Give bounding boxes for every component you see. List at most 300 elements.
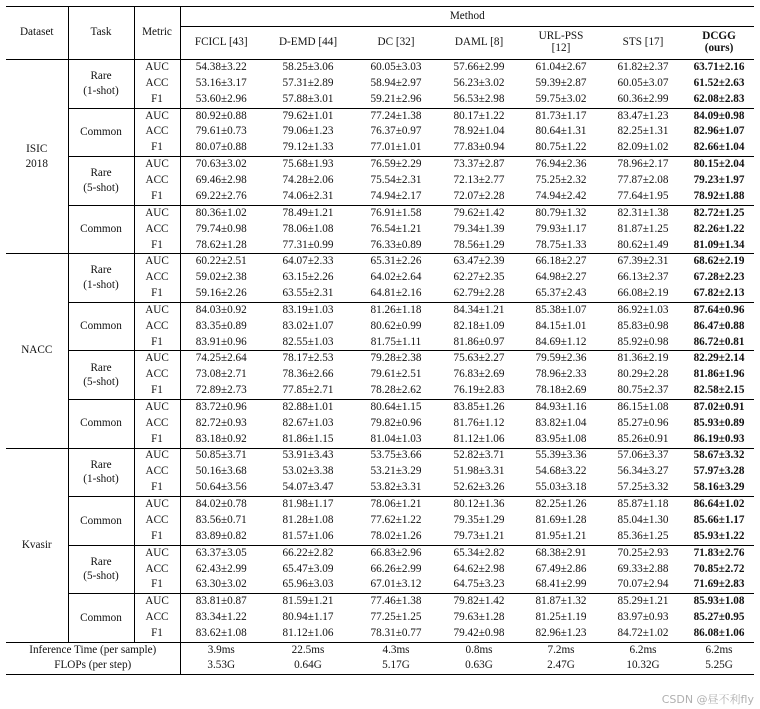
value-cell: 81.86±1.96 [693,368,745,381]
value-cell: 84.34±1.21 [438,302,520,318]
value-cell: 79.28±2.38 [354,351,438,367]
metric-cell: F1 [134,189,180,205]
metric-cell: AUC [134,351,180,367]
value-cell: 81.87±1.32 [520,594,602,610]
metric-cell: ACC [134,513,180,529]
value-cell: 59.21±2.96 [370,92,422,105]
value-cell: 65.96±3.03 [282,578,334,591]
value-cell: 85.27±0.96 [617,416,669,429]
value-cell: 73.37±2.87 [438,157,520,173]
method-name: URL-PSS [538,30,584,43]
value-cell: 55.39±3.36 [520,448,602,464]
value-cell: 85.93±1.22 [693,529,745,542]
footer-value: 5.17G [354,658,438,674]
value-cell: 83.19±1.03 [262,302,354,318]
footer-value: 10.32G [602,658,684,674]
metric-cell: ACC [134,124,180,140]
value-cell: 83.97±0.93 [617,611,669,624]
value-cell: 81.76±1.12 [453,416,505,429]
metric-cell: F1 [134,238,180,254]
value-cell: 81.25±1.19 [535,611,587,624]
footer-value: 6.2ms [602,642,684,658]
value-cell: 81.12±1.06 [453,432,505,445]
value-cell: 63.37±3.05 [180,545,262,561]
table-row [6,205,754,221]
value-cell: 81.69±1.28 [535,513,587,526]
value-cell: 50.85±3.71 [180,448,262,464]
value-cell: 66.26±2.99 [370,562,422,575]
value-cell: 86.72±0.81 [693,335,745,348]
value-cell: 81.86±1.15 [282,432,334,445]
value-cell: 77.83±0.94 [453,141,505,154]
value-cell: 69.33±2.88 [617,562,669,575]
value-cell: 67.28±2.23 [693,271,745,284]
method-name: DCGG [702,30,736,43]
value-cell: 81.87±1.25 [617,222,669,235]
footer-value: 0.64G [262,658,354,674]
value-cell: 78.28±2.62 [370,384,422,397]
metric-cell: ACC [134,173,180,189]
value-cell: 76.54±1.21 [370,222,422,235]
value-cell: 79.82±1.42 [438,594,520,610]
value-cell: 85.93±1.08 [684,594,754,610]
value-cell: 82.26±1.22 [693,222,745,235]
header-task: Task [68,7,134,60]
value-cell: 83.91±0.96 [180,335,262,351]
value-cell: 79.63±1.28 [453,611,505,624]
metric-cell: F1 [134,529,180,545]
value-cell: 85.87±1.18 [602,497,684,513]
value-cell: 77.64±1.95 [617,189,669,202]
value-cell: 81.36±2.19 [602,351,684,367]
table-row [6,448,754,464]
value-cell: 78.36±2.66 [282,368,334,381]
value-cell: 78.56±1.29 [453,238,505,251]
value-cell: 75.25±2.32 [535,174,587,187]
value-cell: 80.79±1.32 [520,205,602,221]
footer-value: 0.8ms [438,642,520,658]
value-cell: 83.95±1.08 [535,432,587,445]
metric-cell: AUC [134,448,180,464]
method-header-3 [438,27,520,60]
value-cell: 64.07±2.33 [262,254,354,270]
value-cell: 53.02±3.38 [282,465,334,478]
value-cell: 87.64±0.96 [684,302,754,318]
value-cell: 66.08±2.19 [617,287,669,300]
value-cell: 76.91±1.58 [354,205,438,221]
value-cell: 79.42±0.98 [453,627,505,640]
value-cell: 77.25±1.25 [370,611,422,624]
metric-cell: F1 [134,140,180,156]
value-cell: 81.73±1.17 [520,108,602,124]
value-cell: 78.17±2.53 [262,351,354,367]
value-cell: 59.16±2.26 [180,286,262,302]
value-cell: 58.94±2.97 [370,76,422,89]
metric-cell: F1 [134,626,180,642]
method-header-0 [180,27,262,60]
value-cell: 81.86±0.97 [453,335,505,348]
value-cell: 62.43±2.99 [180,561,262,577]
task-cell: Common [68,497,134,546]
value-cell: 62.27±2.35 [453,271,505,284]
value-cell: 84.02±0.78 [180,497,262,513]
footer-value: 5.25G [684,658,754,674]
value-cell: 65.34±2.82 [438,545,520,561]
value-cell: 84.09±0.98 [684,108,754,124]
value-cell: 85.83±0.98 [617,319,669,332]
value-cell: 83.89±0.82 [180,529,262,545]
footer-row [6,642,754,658]
metric-cell: AUC [134,60,180,76]
value-cell: 67.49±2.86 [535,562,587,575]
value-cell: 60.05±3.07 [617,76,669,89]
value-cell: 79.62±1.01 [262,108,354,124]
table-row [6,594,754,610]
value-cell: 56.23±3.02 [453,76,505,89]
method-name: D-EMD [44] [278,36,338,49]
footer-value: 0.63G [438,658,520,674]
metric-cell: AUC [134,254,180,270]
footer-value: 3.9ms [180,642,262,658]
task-cell: Rare (5-shot) [68,351,134,400]
value-cell: 64.62±2.98 [453,562,505,575]
value-cell: 57.66±2.99 [453,60,505,73]
value-cell: 53.82±3.31 [370,481,422,494]
method-ref: [12] [551,42,571,54]
task-cell: Rare (1-shot) [68,254,134,303]
value-cell: 85.38±1.07 [520,302,602,318]
value-cell: 85.66±1.17 [693,513,745,526]
value-cell: 85.36±1.25 [617,529,669,542]
value-cell: 80.92±0.88 [180,108,262,124]
value-cell: 79.74±0.98 [180,221,262,237]
value-cell: 53.16±3.17 [180,76,262,92]
value-cell: 66.13±2.37 [617,271,669,284]
header-method: Method [180,7,754,27]
value-cell: 74.94±2.42 [535,189,587,202]
value-cell: 80.64±1.31 [535,125,587,138]
table-row [6,399,754,415]
value-cell: 65.37±2.43 [535,287,587,300]
value-cell: 78.06±1.08 [282,222,334,235]
value-cell: 76.94±2.36 [520,157,602,173]
task-cell: Rare (5-shot) [68,157,134,206]
footer-value: 4.3ms [354,642,438,658]
value-cell: 84.93±1.16 [520,399,602,415]
value-cell: 83.81±0.87 [180,594,262,610]
dataset-cell: Kvasir [6,448,68,642]
metric-cell: ACC [134,319,180,335]
value-cell: 70.25±2.93 [602,545,684,561]
value-cell: 80.29±2.28 [617,368,669,381]
value-cell: 66.22±2.82 [262,545,354,561]
value-cell: 83.34±1.22 [180,610,262,626]
value-cell: 86.64±1.02 [684,497,754,513]
value-cell: 68.41±2.99 [535,578,587,591]
method-name: FCICL [43] [194,36,248,49]
method-name: STS [17] [622,36,664,49]
footer-row [6,658,754,674]
value-cell: 72.89±2.73 [180,383,262,399]
metric-cell: ACC [134,367,180,383]
metric-cell: ACC [134,270,180,286]
value-cell: 81.28±1.08 [282,513,334,526]
dataset-cell: ISIC 2018 [25,142,48,170]
value-cell: 74.28±2.06 [282,174,334,187]
method-name: DC [32] [377,36,415,49]
value-cell: 82.58±2.15 [693,384,745,397]
method-header-1 [262,27,354,60]
value-cell: 60.05±3.03 [370,60,422,73]
method-name: DAML [8] [454,36,504,49]
metric-cell: F1 [134,578,180,594]
value-cell: 80.36±1.02 [180,205,262,221]
footer-label: Inference Time (per sample) [6,642,180,658]
value-cell: 70.63±3.02 [180,157,262,173]
value-cell: 52.82±3.71 [438,448,520,464]
value-cell: 80.12±1.36 [438,497,520,513]
footer-value: 7.2ms [520,642,602,658]
value-cell: 81.98±1.17 [262,497,354,513]
value-cell: 77.46±1.38 [354,594,438,610]
value-cell: 68.38±2.91 [520,545,602,561]
value-cell: 78.62±1.28 [180,238,262,254]
value-cell: 74.25±2.64 [180,351,262,367]
value-cell: 79.73±1.21 [453,529,505,542]
value-cell: 83.02±1.07 [282,319,334,332]
dataset-cell: NACC [6,254,68,448]
value-cell: 83.56±0.71 [180,513,262,529]
value-cell: 79.23±1.97 [693,174,745,187]
value-cell: 55.03±3.18 [535,481,587,494]
value-cell: 51.98±3.31 [453,465,505,478]
value-cell: 54.68±3.22 [535,465,587,478]
value-cell: 54.38±3.22 [180,60,262,76]
value-cell: 70.07±2.94 [617,578,669,591]
value-cell: 77.24±1.38 [354,108,438,124]
value-cell: 50.64±3.56 [180,480,262,496]
table-row [6,545,754,561]
value-cell: 78.49±1.21 [262,205,354,221]
value-cell: 56.53±2.98 [453,92,505,105]
task-cell: Common [68,302,134,351]
value-cell: 53.75±3.66 [354,448,438,464]
table-row [6,497,754,513]
value-cell: 87.02±0.91 [684,399,754,415]
value-cell: 85.26±0.91 [617,432,669,445]
value-cell: 79.61±2.51 [370,368,422,381]
value-cell: 80.94±1.17 [282,611,334,624]
value-cell: 64.02±2.64 [370,271,422,284]
value-cell: 61.04±2.67 [535,60,587,73]
metric-cell: F1 [134,383,180,399]
method-header-4 [520,27,602,60]
metric-cell: ACC [134,416,180,432]
value-cell: 63.47±2.39 [438,254,520,270]
value-cell: 81.59±1.21 [262,594,354,610]
table-row [6,302,754,318]
value-cell: 81.12±1.06 [282,627,334,640]
method-ref: (ours) [704,42,734,54]
value-cell: 78.31±0.77 [370,627,422,640]
metric-cell: AUC [134,108,180,124]
value-cell: 78.92±1.88 [693,189,745,202]
value-cell: 66.18±2.27 [520,254,602,270]
metric-cell: AUC [134,205,180,221]
value-cell: 82.66±1.04 [693,141,745,154]
value-cell: 85.04±1.30 [617,513,669,526]
value-cell: 79.59±2.36 [520,351,602,367]
metric-cell: AUC [134,157,180,173]
value-cell: 60.22±2.51 [180,254,262,270]
value-cell: 64.98±2.27 [535,271,587,284]
value-cell: 78.06±1.21 [354,497,438,513]
value-cell: 80.07±0.88 [180,140,262,156]
value-cell: 57.97±3.28 [693,465,745,478]
value-cell: 78.75±1.33 [535,238,587,251]
metric-cell: F1 [134,92,180,108]
task-cell: Rare (1-shot) [68,60,134,109]
value-cell: 80.64±1.15 [354,399,438,415]
value-cell: 54.07±3.47 [282,481,334,494]
value-cell: 82.29±2.14 [684,351,754,367]
value-cell: 76.19±2.83 [453,384,505,397]
metric-cell: F1 [134,480,180,496]
value-cell: 82.25±1.31 [617,125,669,138]
footer-value: 6.2ms [684,642,754,658]
value-cell: 53.21±3.29 [370,465,422,478]
value-cell: 72.07±2.28 [453,189,505,202]
value-cell: 73.08±2.71 [180,367,262,383]
value-cell: 81.09±1.34 [693,238,745,251]
value-cell: 78.96±2.33 [535,368,587,381]
value-cell: 64.81±2.16 [370,287,422,300]
value-cell: 61.82±2.37 [617,60,669,73]
value-cell: 76.37±0.97 [370,125,422,138]
value-cell: 86.15±1.08 [602,399,684,415]
value-cell: 84.72±1.02 [617,627,669,640]
value-cell: 79.93±1.17 [535,222,587,235]
table-row [6,351,754,367]
value-cell: 66.83±2.96 [354,545,438,561]
value-cell: 82.25±1.26 [520,497,602,513]
value-cell: 85.93±0.89 [693,416,745,429]
value-cell: 57.31±2.89 [282,76,334,89]
value-cell: 60.36±2.99 [617,92,669,105]
results-table-container [6,6,754,675]
value-cell: 81.04±1.03 [370,432,422,445]
metric-cell: F1 [134,335,180,351]
value-cell: 82.18±1.09 [453,319,505,332]
value-cell: 57.88±3.01 [282,92,334,105]
value-cell: 79.61±0.73 [180,124,262,140]
metric-cell: ACC [134,610,180,626]
value-cell: 67.82±2.13 [693,287,745,300]
value-cell: 83.18±0.92 [180,432,262,448]
table-row [6,157,754,173]
metric-cell: AUC [134,545,180,561]
value-cell: 77.31±0.99 [282,238,334,251]
value-cell: 63.55±2.31 [282,287,334,300]
value-cell: 77.85±2.71 [282,384,334,397]
value-cell: 84.69±1.12 [535,335,587,348]
metric-cell: AUC [134,302,180,318]
method-header-2 [354,27,438,60]
value-cell: 63.71±2.16 [693,60,745,73]
value-cell: 85.92±0.98 [617,335,669,348]
footer-value: 3.53G [180,658,262,674]
value-cell: 76.83±2.69 [453,368,505,381]
value-cell: 75.63±2.27 [438,351,520,367]
value-cell: 74.94±2.17 [370,189,422,202]
value-cell: 82.88±1.01 [262,399,354,415]
value-cell: 80.75±1.22 [535,141,587,154]
value-cell: 80.62±0.99 [370,319,422,332]
value-cell: 78.02±1.26 [370,529,422,542]
value-cell: 79.12±1.33 [282,141,334,154]
value-cell: 75.68±1.93 [262,157,354,173]
value-cell: 86.92±1.03 [602,302,684,318]
header-metric: Metric [134,7,180,60]
value-cell: 80.62±1.49 [617,238,669,251]
value-cell: 76.33±0.89 [370,238,422,251]
value-cell: 65.31±2.26 [354,254,438,270]
method-header-6 [684,27,754,60]
value-cell: 81.95±1.21 [535,529,587,542]
metric-cell: ACC [134,561,180,577]
value-cell: 81.26±1.18 [354,302,438,318]
value-cell: 82.55±1.03 [282,335,334,348]
value-cell: 71.69±2.83 [693,578,745,591]
value-cell: 63.30±3.02 [180,578,262,594]
table-row [6,254,754,270]
value-cell: 80.75±2.37 [617,384,669,397]
metric-cell: ACC [134,76,180,92]
task-cell: Rare (5-shot) [68,545,134,594]
value-cell: 72.13±2.77 [453,174,505,187]
value-cell: 57.06±3.37 [602,448,684,464]
value-cell: 80.15±2.04 [684,157,754,173]
value-cell: 50.16±3.68 [180,464,262,480]
metric-cell: AUC [134,497,180,513]
value-cell: 83.62±1.08 [180,626,262,642]
footer-label: FLOPs (per step) [6,658,180,674]
value-cell: 68.62±2.19 [684,254,754,270]
value-cell: 53.91±3.43 [262,448,354,464]
metric-cell: AUC [134,399,180,415]
value-cell: 77.62±1.22 [370,513,422,526]
metric-cell: F1 [134,432,180,448]
value-cell: 77.87±2.08 [617,174,669,187]
value-cell: 86.08±1.06 [693,627,745,640]
value-cell: 79.82±0.96 [370,416,422,429]
value-cell: 79.35±1.29 [453,513,505,526]
value-cell: 69.22±2.76 [180,189,262,205]
results-table [6,6,754,675]
value-cell: 58.16±3.29 [693,481,745,494]
header-dataset: Dataset [6,7,68,60]
metric-cell: ACC [134,464,180,480]
value-cell: 62.79±2.28 [453,287,505,300]
value-cell: 84.03±0.92 [180,302,262,318]
value-cell: 79.34±1.39 [453,222,505,235]
value-cell: 69.46±2.98 [180,173,262,189]
value-cell: 75.54±2.31 [370,174,422,187]
value-cell: 86.47±0.88 [693,319,745,332]
value-cell: 85.29±1.21 [602,594,684,610]
value-cell: 53.60±2.96 [180,92,262,108]
value-cell: 61.52±2.63 [693,76,745,89]
